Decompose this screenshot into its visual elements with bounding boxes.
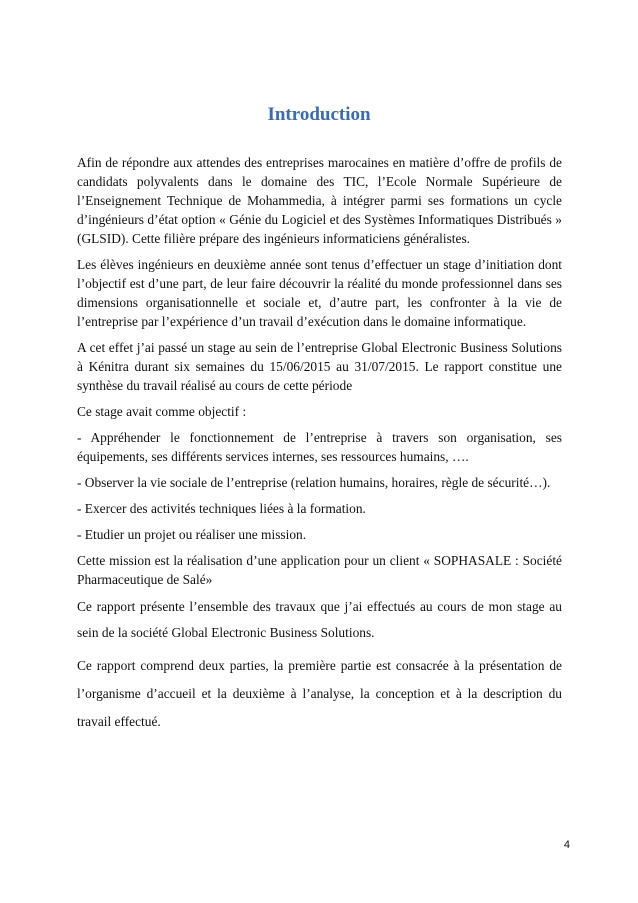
objective-item: - Observer la vie sociale de l’entreprise (relation humains, horaires, règle de sécurité…). bbox=[77, 475, 551, 490]
paragraph-report-structure: Ce rapport comprend deux parties, la première partie est consacrée à la présentation de l’organisme d’accueil et la deuxième à l’analyse, la conception et à la description du travail effectué. bbox=[77, 658, 562, 729]
objective-item: - Appréhender le fonctionnement de l’entreprise à travers son organisation, ses équipements, ses différents services internes, ses ressources humains, …. bbox=[77, 430, 562, 464]
page-title: Introduction bbox=[267, 104, 371, 125]
objective-item: - Etudier un projet ou réaliser une mission. bbox=[77, 527, 307, 542]
paragraph-context: Afin de répondre aux attendes des entreprises marocaines en matière d’offre de profils de candidats polyvalents dans le domaine des TIC, l’Ecole Normale Supérieure de l’Enseignement Technique de Mohammedia, à intégrer parmi ses formations un cycle d’ingénieurs d’état option « Génie du Logiciel et des Systèmes Informatiques Distribués » (GLSID). Cette filière prépare des ingénieurs informaticiens généralistes. bbox=[77, 155, 562, 246]
page-number: 4 bbox=[563, 839, 570, 851]
paragraph-mission: Cette mission est la réalisation d’une application pour un client « SOPHASALE : Société Pharmaceutique de Salé» bbox=[77, 553, 562, 587]
paragraph-internship-purpose: Les élèves ingénieurs en deuxième année sont tenus d’effectuer un stage d’initiation dont l’objectif est d’une part, de leur faire découvrir la réalité du monde professionnel dans ses dimensions organisationnelle et sociale et, d’autre part, les confronter à la vie de l’entreprise par l’expérience d’un travail d’exécution dans le domaine informatique. bbox=[77, 257, 562, 329]
objective-item: - Exercer des activités techniques liées à la formation. bbox=[77, 501, 366, 516]
paragraph-objectives-heading: Ce stage avait comme objectif : bbox=[77, 404, 247, 419]
document-body bbox=[77, 153, 562, 743]
paragraph-internship-details: A cet effet j’ai passé un stage au sein de l’entreprise Global Electronic Business Solutions à Kénitra durant six semaines du 15/06/2015 au 31/07/2015. Le rapport constitue une synthèse du travail réalisé au cours de cette période bbox=[77, 340, 562, 393]
paragraph-report-overview: Ce rapport présente l’ensemble des travaux que j’ai effectués au cours de mon stage au sein de la société Global Electronic Business Solutions. bbox=[77, 599, 562, 640]
